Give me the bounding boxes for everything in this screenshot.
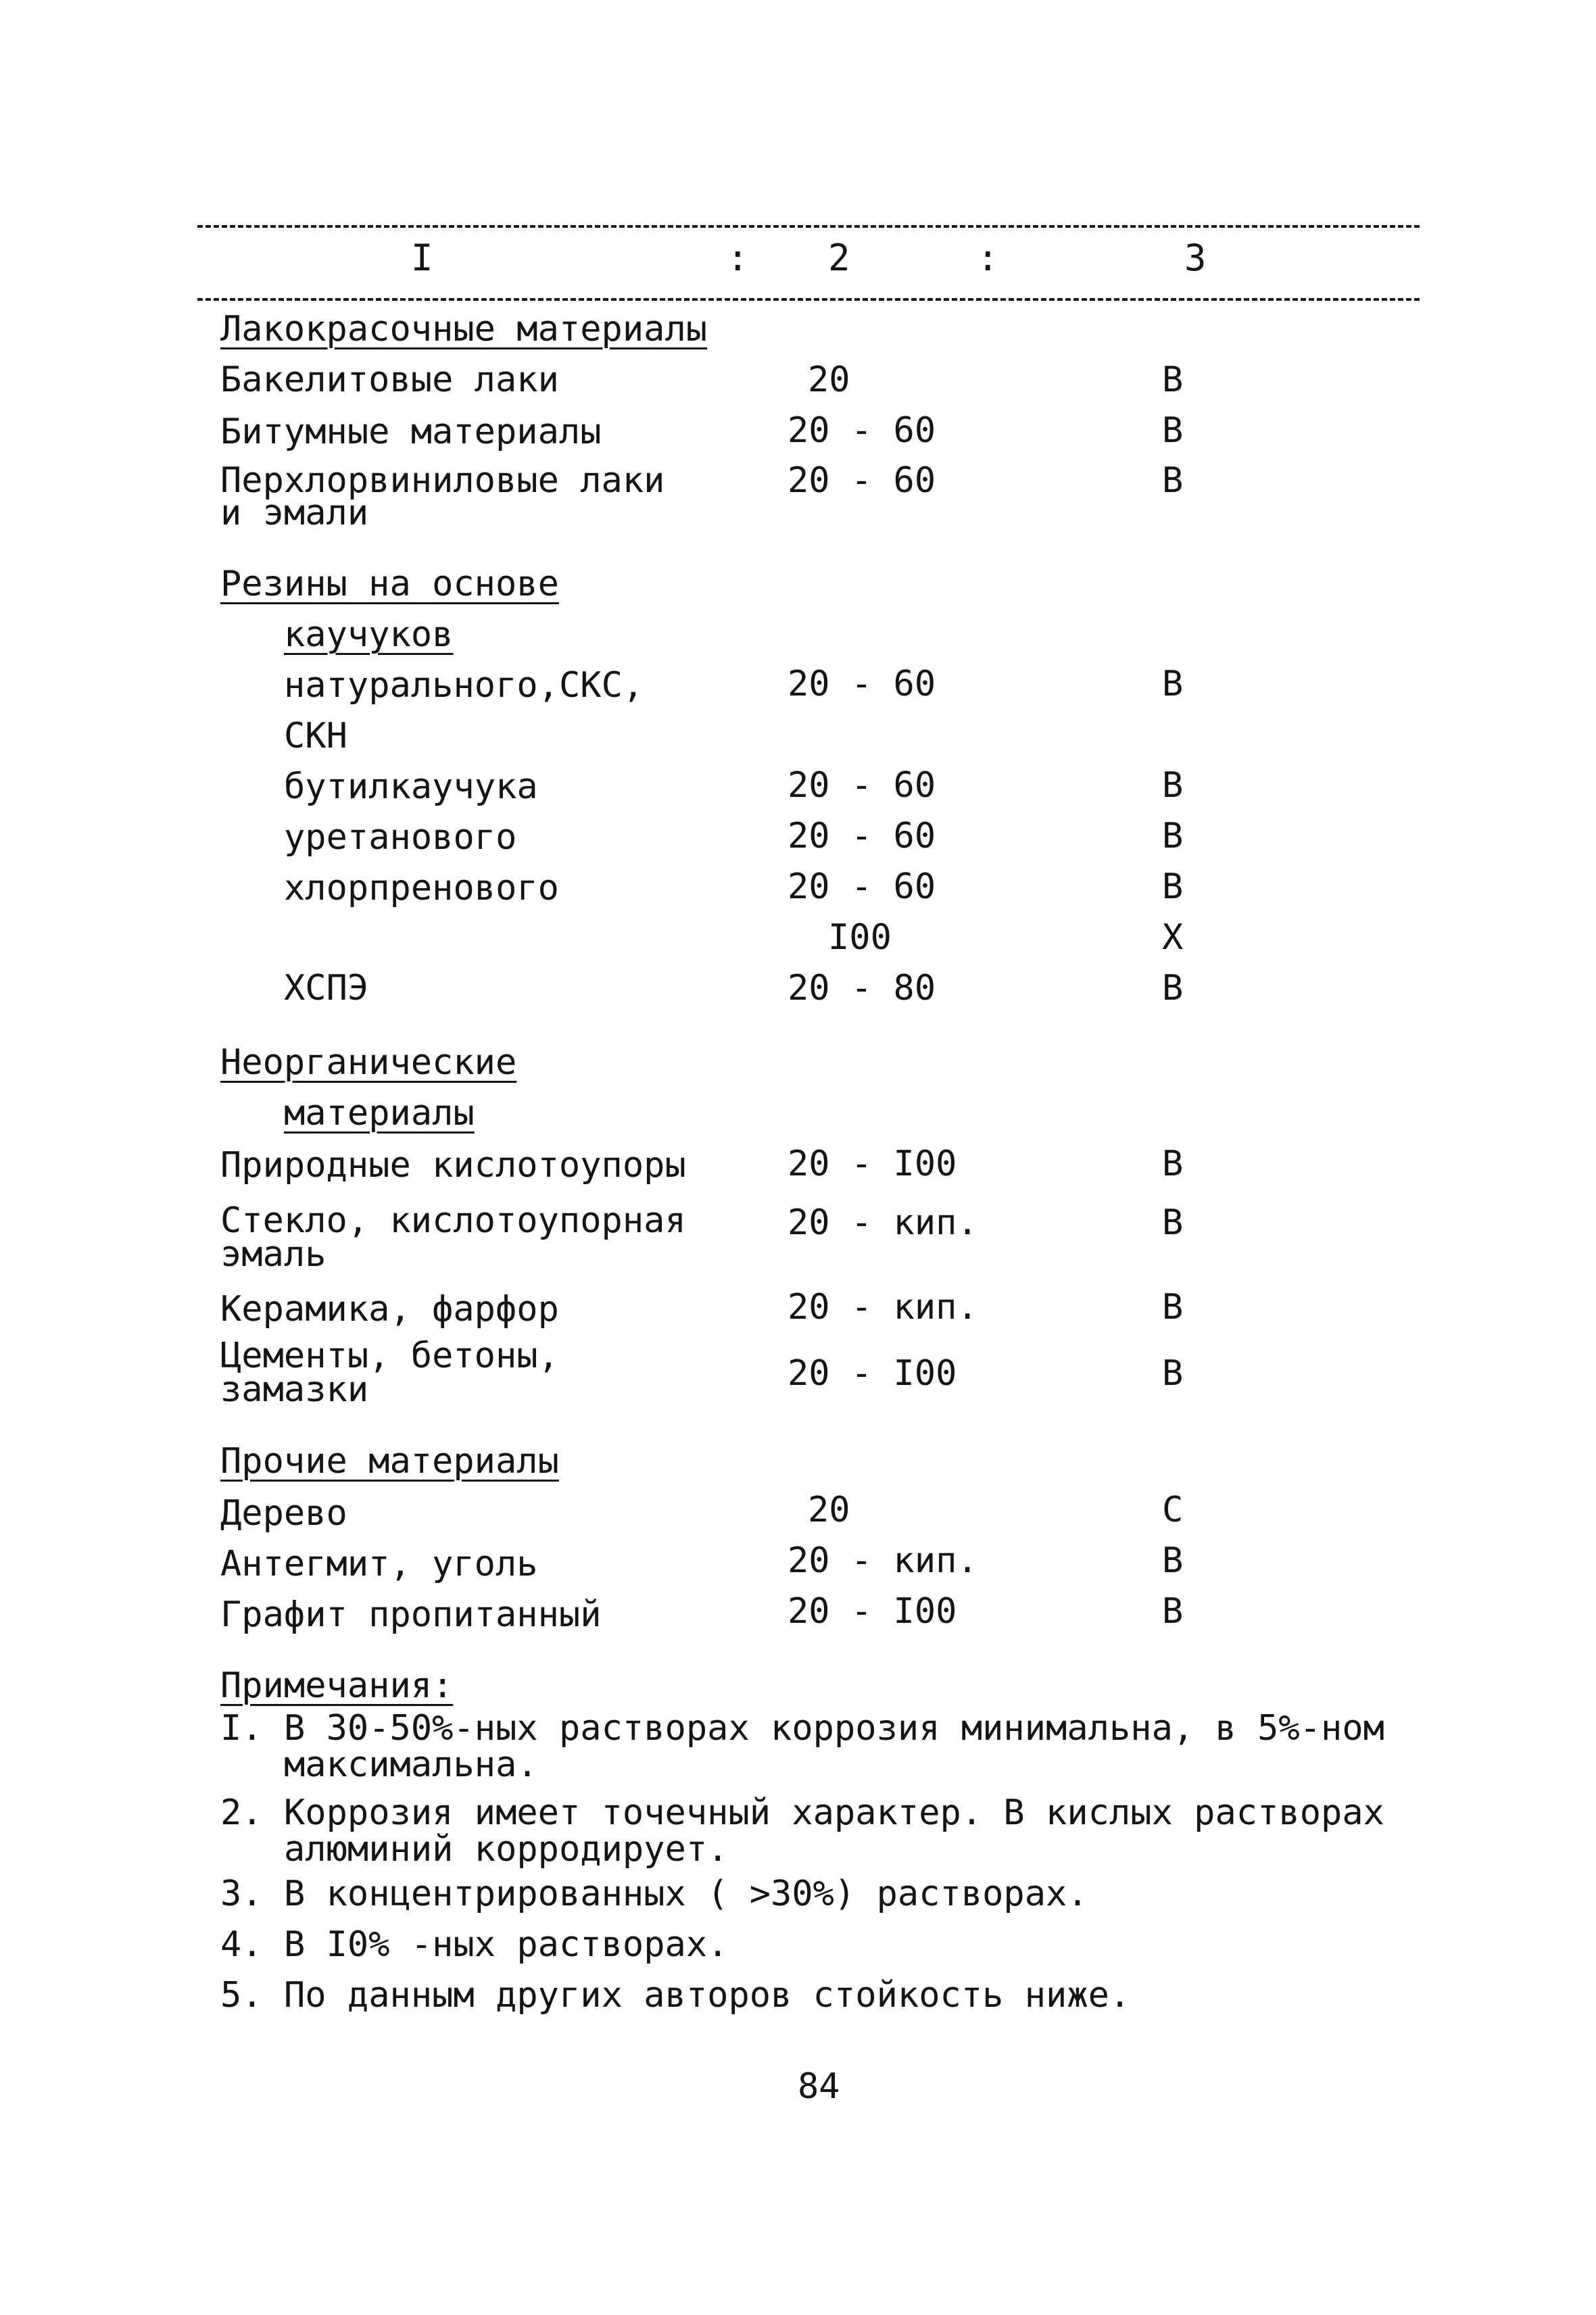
- note-text: В I0% -ных растворах.: [284, 1924, 729, 1965]
- temperature-value: 20 - кип.: [788, 1540, 978, 1581]
- material-name: Дерево: [220, 1493, 347, 1534]
- resistance-rating: В: [1162, 765, 1184, 806]
- temperature-value: 20 - 60: [788, 765, 936, 806]
- resistance-rating: В: [1162, 1202, 1184, 1243]
- material-name-continued: и эмали: [220, 493, 369, 533]
- column-1-header: I: [411, 237, 433, 279]
- material-name: Перхлорвиниловые лаки: [220, 460, 665, 501]
- temperature-value: 20 - I00: [788, 1353, 957, 1394]
- header-bottom-rule: [197, 298, 1420, 301]
- header-top-rule: [197, 225, 1420, 228]
- resistance-rating: В: [1162, 816, 1184, 856]
- temperature-value: 20 - I00: [788, 1591, 957, 1632]
- column-2-header: 2: [828, 237, 850, 279]
- material-name: Антегмит, уголь: [220, 1544, 538, 1584]
- material-name-continued: замазки: [220, 1369, 369, 1410]
- temperature-value: 20 - I00: [788, 1144, 957, 1184]
- page-number: 84: [798, 2066, 840, 2107]
- resistance-rating: В: [1162, 1540, 1184, 1581]
- material-name: натурального,СКС,: [284, 665, 644, 706]
- material-name: Битумные материалы: [220, 412, 602, 452]
- resistance-rating: Х: [1162, 917, 1184, 958]
- note-text: По данным других авторов стойкость ниже.: [284, 1975, 1131, 2016]
- column-3-header: 3: [1184, 237, 1207, 279]
- material-name: Природные кислотоупоры: [220, 1145, 686, 1186]
- column-separator-2: :: [977, 237, 999, 279]
- section-title: Лакокрасочные материалы: [220, 309, 708, 349]
- resistance-rating: С: [1162, 1490, 1184, 1530]
- note-text: В концентрированных ( >30%) растворах.: [284, 1874, 1088, 1914]
- resistance-rating: В: [1162, 360, 1184, 400]
- resistance-rating: В: [1162, 867, 1184, 907]
- note-number: 4.: [220, 1924, 263, 1965]
- section-subtitle: каучуков: [284, 614, 454, 655]
- resistance-rating: В: [1162, 664, 1184, 704]
- resistance-rating: В: [1162, 1591, 1184, 1632]
- resistance-rating: В: [1162, 1353, 1184, 1394]
- temperature-value: 20 - 60: [788, 460, 936, 501]
- material-name-continued: эмаль: [220, 1234, 327, 1275]
- section-subtitle: материалы: [284, 1093, 475, 1134]
- section-title: Прочие материалы: [220, 1441, 559, 1482]
- temperature-value: 20 - 60: [788, 867, 936, 907]
- resistance-rating: В: [1162, 968, 1184, 1008]
- note-number: 5.: [220, 1975, 263, 2016]
- material-name: Стекло, кислотоупорная: [220, 1200, 686, 1241]
- material-name: ХСПЭ: [284, 968, 369, 1008]
- section-title: Неорганические: [220, 1042, 517, 1083]
- note-number: 2.: [220, 1793, 263, 1833]
- temperature-value: 20 - кип.: [788, 1202, 978, 1243]
- material-name: Керамика, фарфор: [220, 1289, 559, 1330]
- resistance-rating: В: [1162, 460, 1184, 501]
- note-text: В 30-50%-ных растворах коррозия минимальна, в 5%-ном максимальна.: [284, 1708, 1384, 1785]
- material-name: хлорпренового: [284, 868, 559, 908]
- resistance-rating: В: [1162, 410, 1184, 451]
- material-name: уретанового: [284, 817, 517, 858]
- temperature-value: 20 - 80: [788, 968, 936, 1008]
- temperature-value: 20: [808, 1490, 850, 1530]
- material-name: Бакелитовые лаки: [220, 360, 559, 400]
- temperature-value: 20 - 60: [788, 816, 936, 856]
- notes-title: Примечания:: [220, 1665, 454, 1706]
- section-title: Резины на основе: [220, 564, 559, 604]
- resistance-rating: В: [1162, 1287, 1184, 1327]
- material-name: Цементы, бетоны,: [220, 1336, 559, 1376]
- temperature-value: 20 - кип.: [788, 1287, 978, 1327]
- note-text: Коррозия имеет точечный характер. В кислых растворах алюминий корродирует.: [284, 1793, 1384, 1870]
- material-name: Графит пропитанный: [220, 1594, 602, 1635]
- note-number: 3.: [220, 1874, 263, 1914]
- temperature-value: 20 - 60: [788, 664, 936, 704]
- temperature-value: I00: [828, 917, 892, 958]
- material-name: бутилкаучука: [284, 766, 538, 807]
- column-separator-1: :: [727, 237, 749, 279]
- temperature-value: 20: [808, 360, 850, 400]
- material-name-continued: СКН: [284, 716, 347, 756]
- note-number: I.: [220, 1708, 263, 1749]
- temperature-value: 20 - 60: [788, 410, 936, 451]
- resistance-rating: В: [1162, 1144, 1184, 1184]
